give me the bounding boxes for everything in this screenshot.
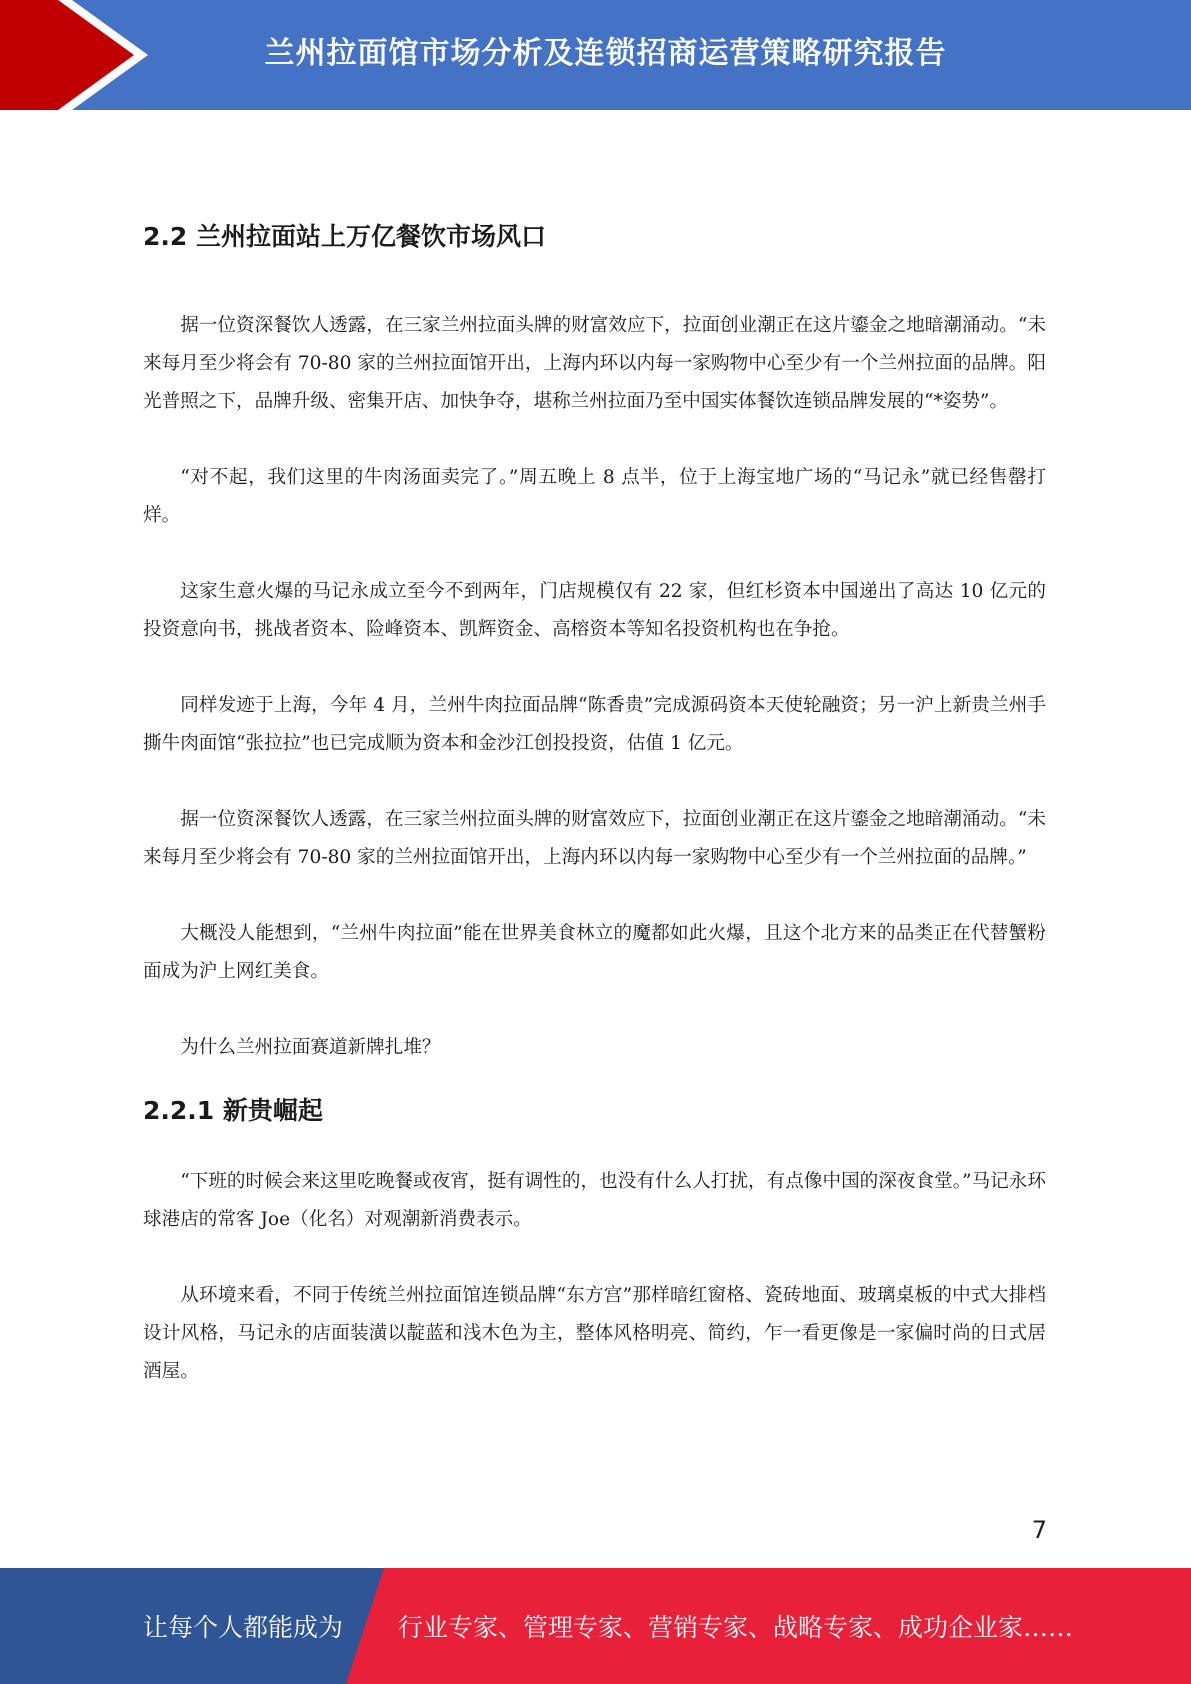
footer-slogan-right: 行业专家、管理专家、营销专家、战略专家、成功企业家…… [398,1613,1074,1642]
footer-slogan-left: 让每个人都能成为 [143,1613,344,1642]
paragraph: 同样发迹于上海，今年 4 月，兰州牛肉拉面品牌“陈香贵”完成源码资本天使轮融资；另一沪上新贵兰州手撕牛肉面馆“张拉拉”也已完成顺为资本和金沙江创投投资，估值 1 亿元。 [143,695,1046,754]
report-title: 兰州拉面馆市场分析及连锁招商运营策略研究报告 [264,36,947,71]
subsection-heading: 2.2.1 新贵崛起 [143,1096,323,1125]
section-heading: 2.2 兰州拉面站上万亿餐饮市场风口 [143,222,546,251]
paragraph: 大概没人能想到，“兰州牛肉拉面”能在世界美食林立的魔都如此火爆，且这个北方来的品类正在代替蟹粉面成为沪上网红美食。 [143,923,1046,982]
paragraph: 这家生意火爆的马记永成立至今不到两年，门店规模仅有 22 家，但红杉资本中国递出了高达 10 亿元的投资意向书，挑战者资本、险峰资本、凯辉资金、高榕资本等知名投资机构也在争抢。 [143,581,1046,640]
page-number: 7 [1031,1516,1047,1544]
page-header [0,0,1191,110]
paragraph: 据一位资深餐饮人透露，在三家兰州拉面头牌的财富效应下，拉面创业潮正在这片鎏金之地暗潮涌动。“未来每月至少将会有 70-80 家的兰州拉面馆开出，上海内环以内每一家购物中心至少有一个兰州拉面的品牌。” [143,809,1046,868]
page-content [143,215,1046,1429]
paragraph: “对不起，我们这里的牛肉汤面卖完了。”周五晚上 8 点半，位于上海宝地广场的“马记永”就已经售罄打烊。 [143,467,1046,526]
paragraph: 为什么兰州拉面赛道新牌扎堆？ [180,1037,441,1058]
paragraph: 据一位资深餐饮人透露，在三家兰州拉面头牌的财富效应下，拉面创业潮正在这片鎏金之地暗潮涌动。“未来每月至少将会有 70-80 家的兰州拉面馆开出，上海内环以内每一家购物中心至少有一个兰州拉面的品牌。阳光普照之下，品牌升级、密集开店、加快争夺，堪称兰州拉面乃至中国实体餐饮连锁品牌发展的“*姿势”。 [143,315,1046,412]
paragraph: 从环境来看，不同于传统兰州拉面馆连锁品牌“东方宫”那样暗红窗格、瓷砖地面、玻璃桌板的中式大排档设计风格，马记永的店面装潢以靛蓝和浅木色为主，整体风格明亮、简约，乍一看更像是一家偏时尚的日式居酒屋。 [143,1285,1046,1382]
page-footer [0,1568,1191,1684]
paragraph: “下班的时候会来这里吃晚餐或夜宵，挺有调性的，也没有什么人打扰，有点像中国的深夜食堂。”马记永环球港店的常客 Joe（化名）对观潮新消费表示。 [143,1171,1046,1230]
